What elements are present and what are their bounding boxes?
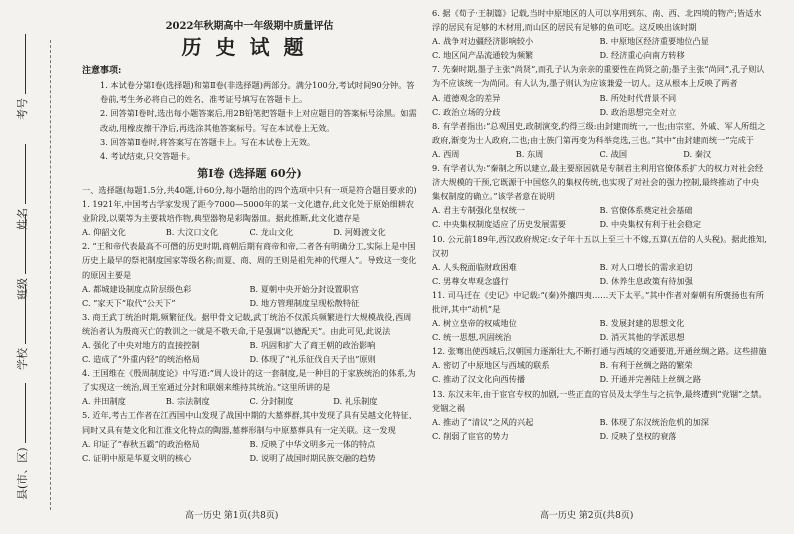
option: A. 西周 bbox=[432, 148, 460, 159]
option: B. 有利于丝绸之路的繁荣 bbox=[599, 360, 693, 371]
option: B. 东周 bbox=[515, 148, 544, 159]
option: D. 经济重心向南方转移 bbox=[599, 50, 685, 61]
option: A. 都城建设制度点阶层级色彩 bbox=[82, 283, 192, 294]
option: A. 密切了中原地区与西域的联系 bbox=[432, 360, 550, 371]
question-options bbox=[432, 34, 767, 48]
option: D. 开通并完善陆上丝绸之路 bbox=[599, 374, 702, 385]
question-options bbox=[82, 451, 417, 465]
option: A. 强化了中央对地方的直接控制 bbox=[82, 339, 200, 350]
option: D. 秦汉 bbox=[683, 148, 712, 159]
option: B. 宗法制度 bbox=[165, 396, 210, 407]
binding-margin bbox=[0, 0, 62, 534]
question-options bbox=[432, 415, 767, 429]
question-options bbox=[82, 225, 417, 239]
option: C. 推动了汉文化向西传播 bbox=[432, 374, 526, 385]
option: B. 中原地区经济重要地位凸显 bbox=[599, 36, 709, 47]
option: C. 统一思想,巩固统治 bbox=[432, 332, 512, 343]
option: A. 仰韶文化 bbox=[82, 227, 126, 238]
question-stem: 10. 公元前189年,西汉政府规定:女子年十五以上至三十不嫁,五算(五倍的人头税)。据此推知,汉初 bbox=[432, 233, 767, 258]
question-stem: 4. 王国维在《殷周制度论》中写道:“周人设计的这一套制度,是一种目的于家族统治的体系,为了实现这一统治,周王室通过分封和联姻来维持其统治。”这里所讲的是 bbox=[82, 368, 416, 393]
option: A. 君主专制强化皇权统一 bbox=[432, 205, 525, 216]
option: D. 消灭其他的学派思想 bbox=[599, 332, 685, 343]
question bbox=[82, 310, 417, 366]
question-options bbox=[432, 358, 767, 372]
option: B. 官僚体系奠定社会基础 bbox=[599, 205, 693, 216]
question-options bbox=[82, 282, 417, 296]
name-label: 姓名 bbox=[14, 144, 30, 230]
option: D. 地方管理制度呈现松散特征 bbox=[249, 297, 360, 308]
question bbox=[82, 366, 417, 408]
question bbox=[432, 344, 767, 386]
option: D. 中央集权有利于社会稳定 bbox=[599, 219, 702, 230]
question bbox=[82, 239, 417, 309]
page-footer-right: 高一历史 第2页(共8页) bbox=[540, 511, 634, 521]
question-stem: 1. 1921年,中国考古学家发现了距今7000—5000年的某一文化遗存,此文化处于原始细耕农业阶段,以粟等为主要栽培作物,典型器物是彩陶器皿。据此推断,此文化遗存是 bbox=[82, 199, 414, 224]
note-item: 3. 回答第Ⅱ卷时,将答案写在答题卡上。写在本试卷上无效。 bbox=[100, 136, 316, 147]
option: C. 分封制度 bbox=[249, 396, 294, 407]
question-options bbox=[82, 394, 417, 408]
option: C. 造成了“外重内轻”的统治格局 bbox=[82, 354, 200, 365]
exam-title: 历史试题 bbox=[181, 35, 318, 60]
option: C. “家天下”取代“公天下” bbox=[82, 297, 176, 308]
question-options bbox=[432, 316, 767, 330]
option: B. 夏朝中央开始分封设置职官 bbox=[249, 283, 359, 294]
question bbox=[432, 6, 767, 62]
option: D. 河姆渡文化 bbox=[333, 227, 386, 238]
option: C. 政治立场的分歧 bbox=[432, 106, 501, 117]
option: D. 说明了战国时期民族交融的趋势 bbox=[249, 452, 376, 463]
question-stem: 3. 商王武丁统治时期,频繁征伐。据甲骨文记载,武丁统治不仅派兵频繁进行大规模战役,西周统治者认为殷商灭亡的教训之一就是不敬天命,于是强调“以德配天”。由此可见,此说法 bbox=[82, 311, 412, 336]
exam-subtitle: 2022年秋期高中一年级期中质量评估 bbox=[165, 21, 334, 32]
question-stem: 2. “王和帝代表最高不可僭的历史时期,商朝后期有商帝和帝,二者各有明确分工,实际上是中国历史上最早的祭祀制度国家等级名称;而夏、商、周的王则是祖先神的代理人”。导致这一变化的原因主要是 bbox=[82, 241, 417, 280]
binding-dashed-line bbox=[50, 40, 51, 510]
option: C. 战国 bbox=[599, 148, 628, 159]
option: B. 所处时代背景不同 bbox=[599, 92, 677, 103]
option: C. 证明中原是华夏文明的核心 bbox=[82, 452, 192, 463]
question-options bbox=[432, 203, 767, 217]
note-item: 4. 考试结束,只交答题卡。 bbox=[100, 150, 195, 161]
question-stem: 9. 有学者认为:“秦制之所以建立,最主要原因就是专制君主利用官僚体系扩大的权力对社会经济大规模的干预,它既源于中国悠久的集权传统,也实现了对社会的强力控制,最终推动了中央集权制度的确立。”该学者意在说明 bbox=[432, 163, 764, 202]
question-stem: 7. 先秦时期,墨子主张“尚贤”,而孔子认为亲亲的重要性在尚贤之前;墨子主张“尚同”,孔子则认为不应该统一为尚同。有人认为,墨子则认为应该兼爱一切人。这从根本上反映了两者 bbox=[432, 64, 765, 89]
question-options bbox=[432, 274, 767, 288]
option: A. 树立皇帝的权威地位 bbox=[432, 318, 517, 329]
option: C. 地区间产品流通较为频繁 bbox=[432, 50, 534, 61]
exam-number-label: 考号 bbox=[14, 34, 30, 120]
question-stem: 13. 东汉末年,由于宦官专权的加剧,一些正直的官员及太学生与之抗争,最终遭到“党锢”之禁。党锢之祸 bbox=[432, 388, 767, 413]
question-options bbox=[82, 352, 417, 366]
question-stem: 6. 据《荀子·王制篇》记载,当时中原地区的人可以享用到东、南、西、北四境的物产;皆适水浮的居民有足够的木材用,而山区的居民有足够的鱼可吃。这反映出该时期 bbox=[432, 8, 762, 33]
question-options bbox=[432, 147, 767, 161]
question-options bbox=[432, 330, 767, 344]
notes-heading: 注意事项: bbox=[82, 66, 122, 77]
option: C. 男尊女卑观念盛行 bbox=[432, 275, 509, 286]
question-options bbox=[432, 260, 767, 274]
page-footer-left: 高一历史 第1页(共8页) bbox=[185, 511, 279, 521]
question-options bbox=[82, 437, 417, 451]
option: D. 休养生息政策有待加强 bbox=[599, 275, 693, 286]
option: B. 大汶口文化 bbox=[165, 227, 218, 238]
question-stem: 8. 有学者指出:“总观国史,政制演变,约得三级:由封建而统一,一也;由宗室、外戚、军人所组之政府,渐变为士人政府,二也;由士族门第再变为科举竞选,三也。”其中“由封建而统一”完成于 bbox=[432, 120, 766, 145]
question bbox=[432, 161, 767, 231]
option: A. 印证了“春秋五霸”的政治格局 bbox=[82, 438, 200, 449]
question bbox=[432, 232, 767, 288]
option: B. 巩固和扩大了商王朝的政治影响 bbox=[249, 339, 376, 350]
option: A. 战争对边疆经济影响较小 bbox=[432, 36, 534, 47]
county-label: 县(市、区) bbox=[14, 383, 30, 500]
section-title: 第Ⅰ卷 (选择题 60分) bbox=[197, 166, 302, 180]
note-item: 1. 本试卷分第Ⅰ卷(选择题)和第Ⅱ卷(非选择题)两部分。满分100分,考试时间90分钟。答卷前,考生务必将自己的姓名、准考证号填写在答题卡上。 bbox=[100, 80, 415, 105]
question-stem: 5. 近年,考古工作者在江西国中山发现了战国中期的大墓葬群,其中发现了具有吴越文化特征、同时又具有楚文化和江淮文化特点的陶器,墓葬形制与中原墓葬具有一定关联。这一发现 bbox=[82, 410, 417, 435]
question bbox=[82, 197, 417, 239]
class-label: 班级 bbox=[14, 214, 30, 300]
option: C. 中央集权制度适应了历史发展需要 bbox=[432, 219, 566, 230]
question-stem: 12. 张骞出使西域后,汉朝国力逐渐壮大,不断打通与西域的交通要道,开通丝绸之路。这些措施 bbox=[432, 346, 767, 357]
question-options bbox=[432, 217, 767, 231]
option: D. 政治思想完全对立 bbox=[599, 106, 677, 117]
question bbox=[432, 119, 767, 161]
note-item: 2. 回答第Ⅰ卷时,选出每小题答案后,用2B铅笔把答题卡上对应题目的答案标号涂黑。如需改动,用橡皮擦干净后,再选涂其他答案标号。写在本试卷上无效。 bbox=[100, 108, 417, 133]
option: A. 道德观念的差异 bbox=[432, 92, 501, 103]
question-options bbox=[82, 296, 417, 310]
option: B. 体现了东汉统治危机的加深 bbox=[599, 416, 709, 427]
question-options bbox=[82, 338, 417, 352]
school-label: 学校 bbox=[14, 284, 30, 370]
section-instruction: 一、选择题(每题1.5分,共40题,计60分,每小题给出的四个选项中只有一项是符合题目要求的) bbox=[82, 184, 417, 195]
option: B. 反映了中华文明多元一体的特点 bbox=[249, 438, 376, 449]
option: C. 削弱了宦官的势力 bbox=[432, 430, 509, 441]
option: C. 龙山文化 bbox=[249, 227, 294, 238]
question bbox=[82, 408, 417, 464]
question-options bbox=[432, 105, 767, 119]
right-column bbox=[432, 6, 767, 443]
question-stem: 11. 司马迁在《史记》中记载:“(秦)外攘四夷……天下太平。”其中作者对秦朝有所褒扬也有所批评,其中“动机”是 bbox=[432, 289, 764, 314]
option: A. 井田制度 bbox=[82, 396, 126, 407]
question bbox=[432, 288, 767, 344]
option: D. 体现了“礼乐征伐自天子出”原则 bbox=[249, 354, 376, 365]
option: A. 人头税面临财政困难 bbox=[432, 261, 517, 272]
question-options bbox=[432, 372, 767, 386]
option: D. 反映了皇权的衰落 bbox=[599, 430, 677, 441]
question-options bbox=[432, 91, 767, 105]
option: A. 推动了“清议”之风的兴起 bbox=[432, 416, 534, 427]
left-column bbox=[82, 6, 417, 465]
option: B. 对人口增长的需求迫切 bbox=[599, 261, 693, 272]
question-options bbox=[432, 48, 767, 62]
option: B. 发展封建的思想文化 bbox=[599, 318, 685, 329]
question bbox=[432, 387, 767, 443]
question bbox=[432, 62, 767, 118]
question-options bbox=[432, 429, 767, 443]
option: D. 礼乐制度 bbox=[333, 396, 378, 407]
